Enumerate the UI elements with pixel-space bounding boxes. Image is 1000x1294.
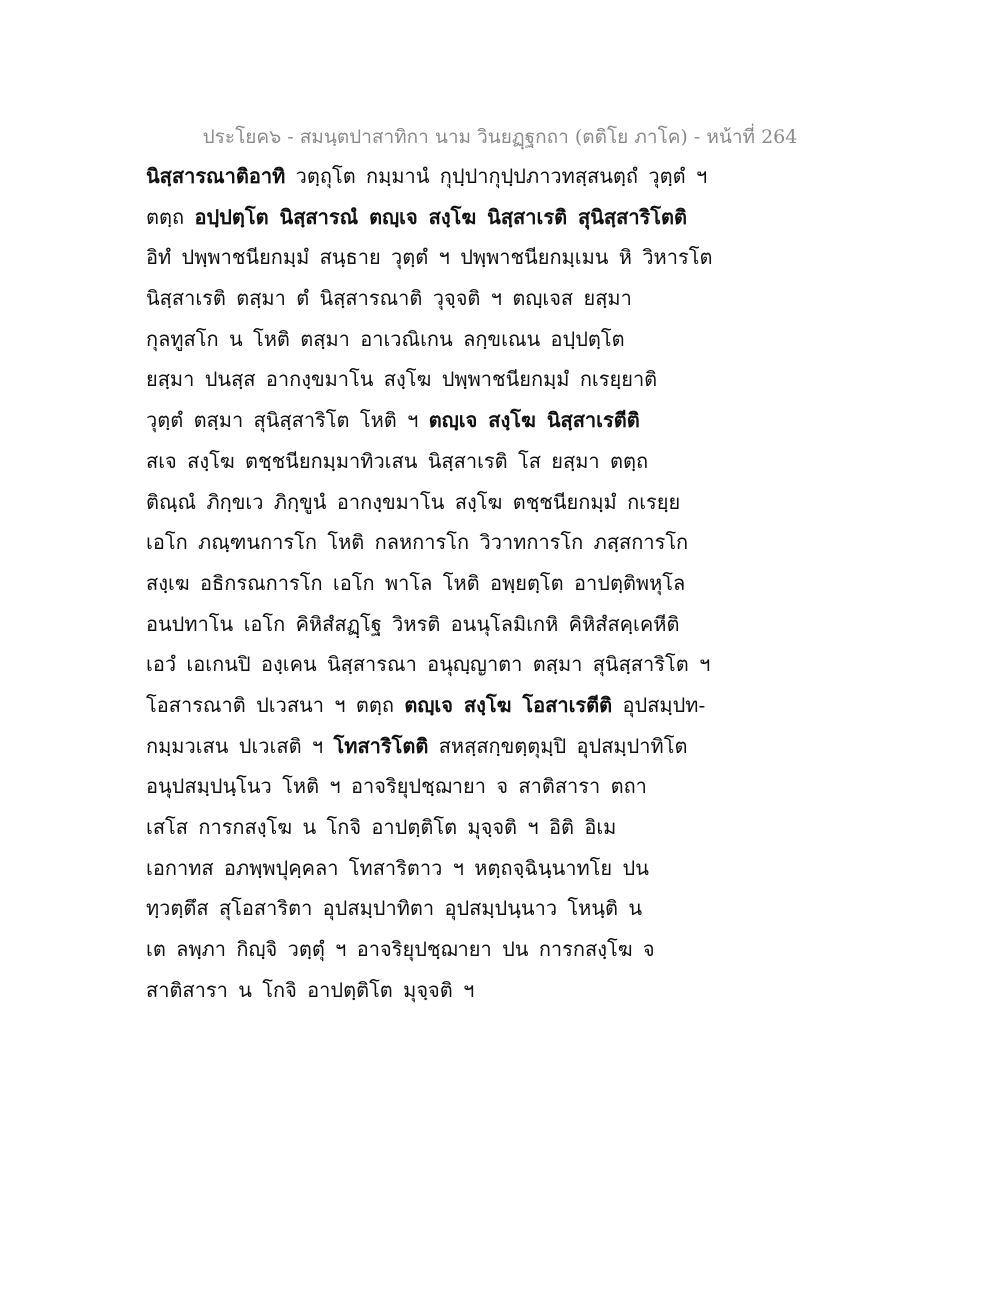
text-segment: เอโก ภณฺฑนการโก โหติ กลหการโก วิวาทการโก ภสฺสการโก bbox=[146, 530, 689, 555]
text-segment: วุตฺตํ ตสฺมา สุนิสฺสาริโต โหติ ฯ bbox=[146, 408, 429, 433]
text-segment: กมฺมวเสน ปเวเสติ ฯ bbox=[146, 733, 334, 758]
text-segment: สงฺเฆ อธิกรณการโก เอโก พาโล โหติ อพฺยตฺโต อาปตฺติพหุโล bbox=[146, 570, 686, 595]
text-line bbox=[146, 319, 706, 360]
text-line bbox=[146, 441, 706, 482]
text-line bbox=[146, 400, 706, 441]
bold-term: ตญฺเจ สงฺโฆ นิสฺสาเรตีติ bbox=[428, 408, 640, 433]
page-header: ประโยค๖ - สมนฺตปาสาทิกา นาม วินยฏฺฐกถา (ตติโย ภาโค) - หน้าที่ 264 bbox=[202, 126, 798, 148]
text-line bbox=[146, 726, 706, 767]
bold-term: ตญฺเจ สงฺโฆ โอสาเรตีติ bbox=[404, 692, 613, 717]
text-line bbox=[146, 482, 706, 523]
text-segment: กุลทูสโก น โหติ ตสฺมา อาเวณิเกน ลกฺขเณน อปฺปตฺโต bbox=[146, 326, 625, 351]
text-line bbox=[146, 278, 706, 319]
text-segment: อนุปสมฺปนฺโนว โหติ ฯ อาจริยุปชฺฌายา จ สาติสารา ตถา bbox=[146, 774, 647, 799]
text-line bbox=[146, 156, 706, 197]
text-segment: เอวํ เอเกนปิ องฺเคน นิสฺสารณา อนุญฺญาตา ตสฺมา สุนิสฺสาริโต ฯ bbox=[146, 652, 711, 677]
text-line bbox=[146, 237, 713, 278]
text-segment: นิสฺสาเรติ ตสฺมา ตํ นิสฺสารณาติ วุจฺจติ ฯ ตญฺเจส ยสฺมา bbox=[146, 286, 632, 311]
text-segment: เสโส การกสงฺโฆ น โกจิ อาปตฺติโต มุจฺจติ ฯ อิติ อิเม bbox=[146, 815, 617, 839]
text-line bbox=[146, 807, 706, 848]
text-line bbox=[146, 563, 706, 604]
text-segment: วตฺถุโต กมฺมานํ กุปฺปากุปฺปภาวทสฺสนตฺถํ วุตฺตํ ฯ bbox=[285, 164, 708, 188]
text-line bbox=[146, 604, 706, 645]
body-text bbox=[146, 156, 713, 1010]
text-segment: สหสฺสกฺขตฺตุมฺปิ อุปสมฺปาทิโต bbox=[428, 733, 688, 758]
text-line bbox=[146, 929, 706, 970]
bold-term: โทสาริโตติ bbox=[333, 733, 429, 758]
text-line bbox=[146, 970, 706, 1011]
text-segment: ยสฺมา ปนสฺส อากงฺขมาโน สงฺโฆ ปพฺพาชนียกมฺมํ กเรยฺยาติ bbox=[146, 367, 658, 392]
bold-term: อปฺปตฺโต นิสฺสารณํ ตญฺเจ สงฺโฆ นิสฺสาเรติ สุนิสฺสาริโตติ bbox=[194, 204, 688, 229]
text-line bbox=[146, 644, 711, 685]
text-segment: อุปสมฺปท- bbox=[612, 692, 706, 717]
text-segment: สเจ สงฺโฆ ตชฺชนียกมฺมาทิวเสน นิสฺสาเรติ โส ยสฺมา ตตฺถ bbox=[146, 448, 649, 473]
text-segment: อิทํ ปพฺพาชนียกมฺมํ สนฺธาย วุตฺตํ ฯ ปพฺพาชนียกมฺเมน หิ วิหารโต bbox=[146, 245, 713, 270]
bold-term: นิสฺสารณาติอาทิ bbox=[146, 164, 286, 188]
text-segment: ทฺวตฺตึส สุโอสาริตา อุปสมฺปาทิตา อุปสมฺปนฺนาว โหนฺติ น bbox=[146, 896, 643, 921]
text-segment: เต ลพฺภา กิญฺจิ วตฺตุํ ฯ อาจริยุปชฺฌายา ปน การกสงฺโฆ จ bbox=[146, 937, 655, 962]
text-line bbox=[146, 685, 706, 726]
text-segment: เอกาทส อภพฺพปุคฺคลา โทสาริตาว ฯ หตฺถจฺฉินฺนาทโย ปน bbox=[146, 855, 649, 880]
text-line bbox=[146, 888, 706, 929]
text-line bbox=[146, 359, 706, 400]
text-line bbox=[146, 766, 706, 807]
text-line bbox=[146, 522, 706, 563]
text-segment: โอสารณาติ ปเวสนา ฯ ตตฺถ bbox=[146, 692, 405, 717]
text-segment: ติณฺณํ ภิกฺขเว ภิกฺขูนํ อากงฺขมาโน สงฺโฆ ตชฺชนียกมฺมํ กเรยฺย bbox=[146, 489, 681, 514]
text-line bbox=[146, 848, 706, 889]
text-segment: ตตฺถ bbox=[146, 204, 195, 229]
text-segment: อนปทาโน เอโก คิหิสํสฏฺโฐ วิหรติ อนนุโลมิเกหิ คิหิสํสคฺเคหีติ bbox=[146, 611, 680, 636]
text-line bbox=[146, 197, 706, 238]
text-segment: สาติสารา น โกจิ อาปตฺติโต มุจฺจติ ฯ bbox=[146, 977, 475, 1002]
